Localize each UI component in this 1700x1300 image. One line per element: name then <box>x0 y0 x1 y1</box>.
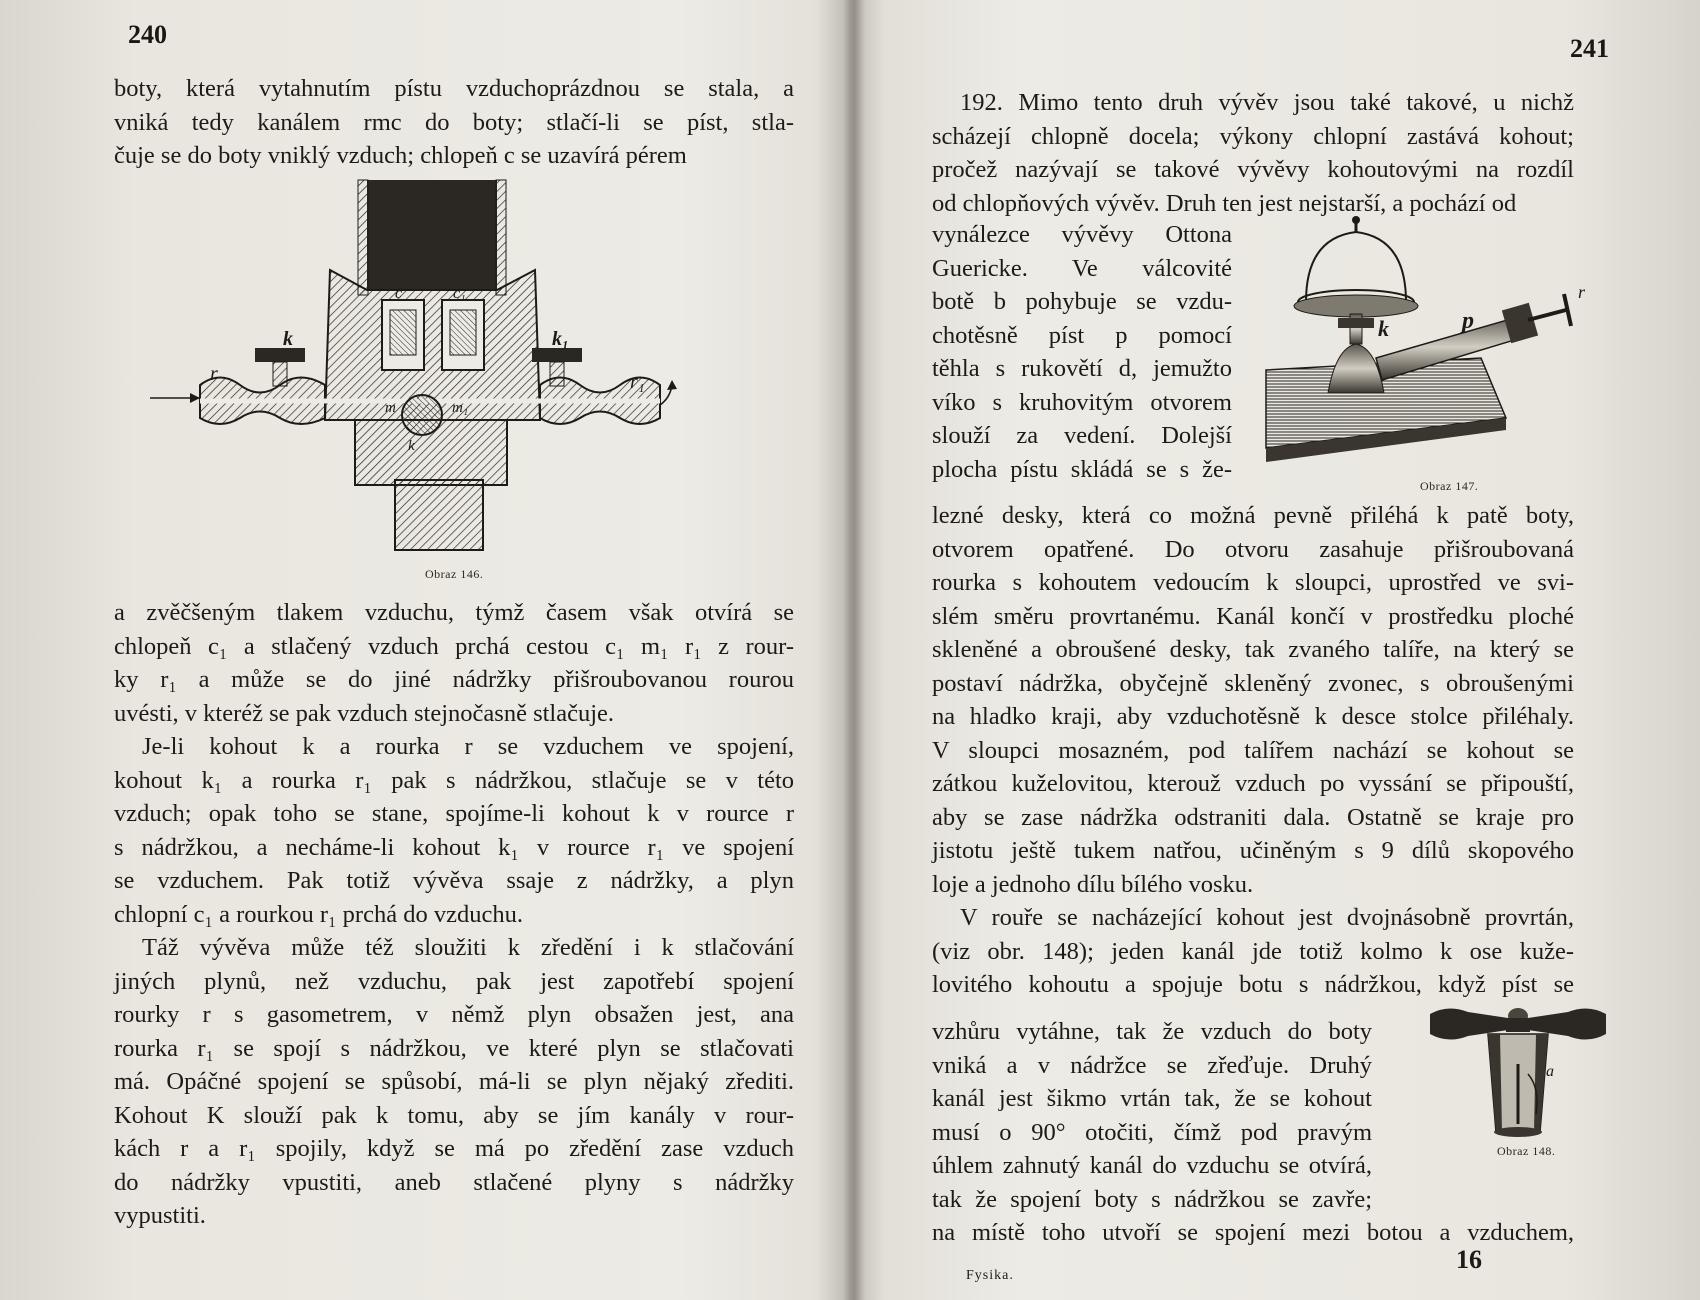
page-number-left: 240 <box>128 20 167 49</box>
right-paragraph-1-continued <box>932 499 1574 901</box>
text-line: úhlem zahnutý kanál do vzduchu se otvírá, <box>932 1152 1372 1179</box>
left-paragraph-3 <box>114 730 794 931</box>
text-line: V sloupci mosazném, pod talířem nachází se kohout se <box>932 736 1574 764</box>
text-line: tak že spojení boty s nádržkou se zavře; <box>932 1185 1372 1213</box>
fig147-label-p: p <box>1462 308 1474 334</box>
text-line: rourky r s gasometrem, v němž plyn obsažen jest, ana <box>114 1001 794 1028</box>
fig146-label-c: c <box>395 285 403 302</box>
left-paragraph-4 <box>114 931 794 1233</box>
left-paragraph-2 <box>114 596 794 730</box>
text-line: jistotu ještě tukem natřou, učiněným s 9 dílů skopového <box>932 837 1574 864</box>
text-line: musí o 90° otočiti, čímž pod pravým <box>932 1118 1372 1146</box>
text-line: vypustiti. <box>114 1202 206 1229</box>
figure-148-stopcock <box>1428 1004 1618 1144</box>
text-line: a zvěčšeným tlakem vzduchu, týmž časem však otvírá se <box>114 599 794 626</box>
text-line: vzhůru vytáhne, tak že vzduch do boty <box>932 1018 1372 1045</box>
text-line: vzduch; opak toho se stane, spojíme-li kohout k v rource r <box>114 800 794 827</box>
text-line: lovitého kohoutu a spojuje botu s nádržkou, když píst se <box>932 971 1574 998</box>
fig146-label-r: r <box>210 363 218 385</box>
text-line: uvésti, v kteréž se pak vzduch stejnočasně stlačuje. <box>114 699 615 727</box>
figure-147-drawing <box>1266 218 1606 480</box>
footer-book-title: Fysika. <box>966 1268 1014 1283</box>
fig146-label-plug-k: k <box>408 438 415 454</box>
fig146-label-m: m <box>385 400 396 416</box>
text-line: V rouře se nacházející kohout jest dvojnásobně provrtán, <box>960 904 1574 931</box>
text-line: chlopní c₁ a rourkou r₁ prchá do vzduchu. <box>114 900 523 928</box>
fig147-label-k: k <box>1378 316 1389 341</box>
text-line: těhla s rukovětí d, jemužto <box>932 355 1232 382</box>
text-line: vniká a v nádržce se zřeďuje. Druhý <box>932 1051 1372 1079</box>
fig146-label-m1: m₁ <box>452 400 469 416</box>
text-line: ky r₁ a může se do jiné nádržky přišroubovanou rourou <box>114 666 794 693</box>
text-line: od chlopňových vývěv. Druh ten jest nejstarší, a pochází od <box>932 189 1517 217</box>
figure-147-caption: Obraz 147. <box>1420 479 1479 493</box>
text-line: aby se zase nádržka odstraniti dala. Ostatně se kraje pro <box>932 803 1574 831</box>
text-line: boty, která vytahnutím pístu vzduchoprázdnou se stala, a <box>114 75 794 102</box>
text-line: Kohout K slouží pak k tomu, aby se jím kanály v rour- <box>114 1101 794 1129</box>
text-line: vynálezce vývěvy Ottona <box>932 221 1232 248</box>
text-line: lezné desky, která co možná pevně přiléhá k patě boty, <box>932 502 1574 529</box>
text-line: rourka r₁ se spojí s nádržkou, ve které plyn se stlačovati <box>114 1034 794 1062</box>
right-paragraph-2-top <box>932 901 1574 1002</box>
fig146-label-k: k <box>283 328 293 350</box>
figure-146-caption: Obraz 146. <box>425 567 484 581</box>
text-line: do nádržky vpustiti, aneb stlačené plyny s nádržky <box>114 1168 794 1196</box>
text-line: loje a jednoho dílu bílého vosku. <box>932 870 1254 898</box>
right-paragraph-1-top <box>932 86 1574 220</box>
text-line: kanál jest šikmo vrtán tak, že se kohout <box>932 1085 1372 1112</box>
text-line: na hladko kraji, aby vzduchotěsně k desce stolce přiléhaly. <box>932 703 1574 730</box>
page-number-right: 241 <box>1570 34 1609 63</box>
right-paragraph-1-mid-and-2 <box>932 499 1574 1002</box>
text-line: vniká tedy kanálem rmc do boty; stlačí-li se píst, stla- <box>114 108 794 136</box>
fig146-label-k1: k₁ <box>552 328 569 350</box>
figure-147-vacuum-pump <box>1266 218 1606 480</box>
figure-148-drawing <box>1428 1004 1618 1144</box>
text-line: kohout k₁ a rourka r₁ pak s nádržkou, stlačuje se v této <box>114 766 794 794</box>
text-line: víko s kruhovitým otvorem <box>932 388 1232 416</box>
fig146-label-r1: r₁ <box>630 371 645 393</box>
text-line: zátkou kuželovitou, kterouž vzduch po vyssání se připouští, <box>932 770 1574 797</box>
text-line: botě b pohybuje se vzdu- <box>932 288 1232 315</box>
fig146-label-c1: c₁ <box>453 285 466 302</box>
text-line: postaví nádržka, obyčejně skleněný zvonec, s obroušenými <box>932 669 1574 697</box>
text-line: rourka s kohoutem vedoucím k sloupci, uprostřed ve svi- <box>932 569 1574 596</box>
text-line: plocha pístu skládá se s že- <box>932 455 1232 483</box>
left-paragraph-2-4 <box>114 596 794 1233</box>
figure-146-drawing <box>160 180 740 570</box>
text-line: čuje se do boty vniklý vzduch; chlopeň c se uzavírá pérem <box>114 142 687 169</box>
text-line: má. Opáčné spojení se spůsobí, má-li se plyn nějaký zřediti. <box>114 1068 794 1095</box>
text-line: Táž vývěva může též sloužiti k zředění i k stlačování <box>142 934 794 961</box>
text-line: chotěsně píst p pomocí <box>932 321 1232 349</box>
figure-148-caption: Obraz 148. <box>1497 1144 1556 1158</box>
text-line: (viz obr. 148); jeden kanál jde totiž kolmo k ose kuže- <box>932 937 1574 965</box>
text-line: 192. Mimo tento druh vývěv jsou také takové, u nichž <box>960 89 1574 116</box>
fig148-label-a: a <box>1546 1063 1554 1080</box>
text-line: slouží za vedení. Dolejší <box>932 422 1232 449</box>
text-line: slém směru provrtanému. Kanál končí v prostředku ploché <box>932 602 1574 630</box>
left-paragraph-1 <box>114 72 794 173</box>
footer-signature-mark: 16 <box>1456 1245 1482 1274</box>
text-line: kách r a r₁ spojily, když se má po zředění zase vzduch <box>114 1135 794 1162</box>
right-last-line: na místě toho utvoří se spojení mezi botou a vzduchem, <box>932 1219 1574 1246</box>
right-paragraph-1-wrap <box>932 218 1232 486</box>
figure-146-pump-valves <box>160 180 740 570</box>
text-line: s nádržkou, a necháme-li kohout k₁ v rource r₁ ve spojení <box>114 833 794 861</box>
text-line: se vzduchem. Pak totiž vývěva ssaje z nádržky, a plyn <box>114 867 794 894</box>
text-line: scházejí chlopně docela; výkony chlopní zastává kohout; <box>932 122 1574 150</box>
fig147-label-r: r <box>1578 282 1586 302</box>
text-line: Guericke. Ve válcovité <box>932 254 1232 282</box>
text-line: otvorem opatřené. Do otvoru zasahuje přišroubovaná <box>932 535 1574 563</box>
text-line: jiných plynů, než vzduchu, pak jest zapotřebí spojení <box>114 967 794 995</box>
text-line: skleněné a obroušené desky, tak zvaného talíře, na který se <box>932 636 1574 663</box>
text-line: chlopeň c₁ a stlačený vzduch prchá cestou c₁ m₁ r₁ z rour- <box>114 632 794 660</box>
text-line: Je-li kohout k a rourka r se vzduchem ve spojení, <box>142 733 794 760</box>
text-line: pročež nazývají se takové vývěvy kohoutovými na rozdíl <box>932 156 1574 183</box>
right-paragraph-2-wrap <box>932 1015 1372 1216</box>
